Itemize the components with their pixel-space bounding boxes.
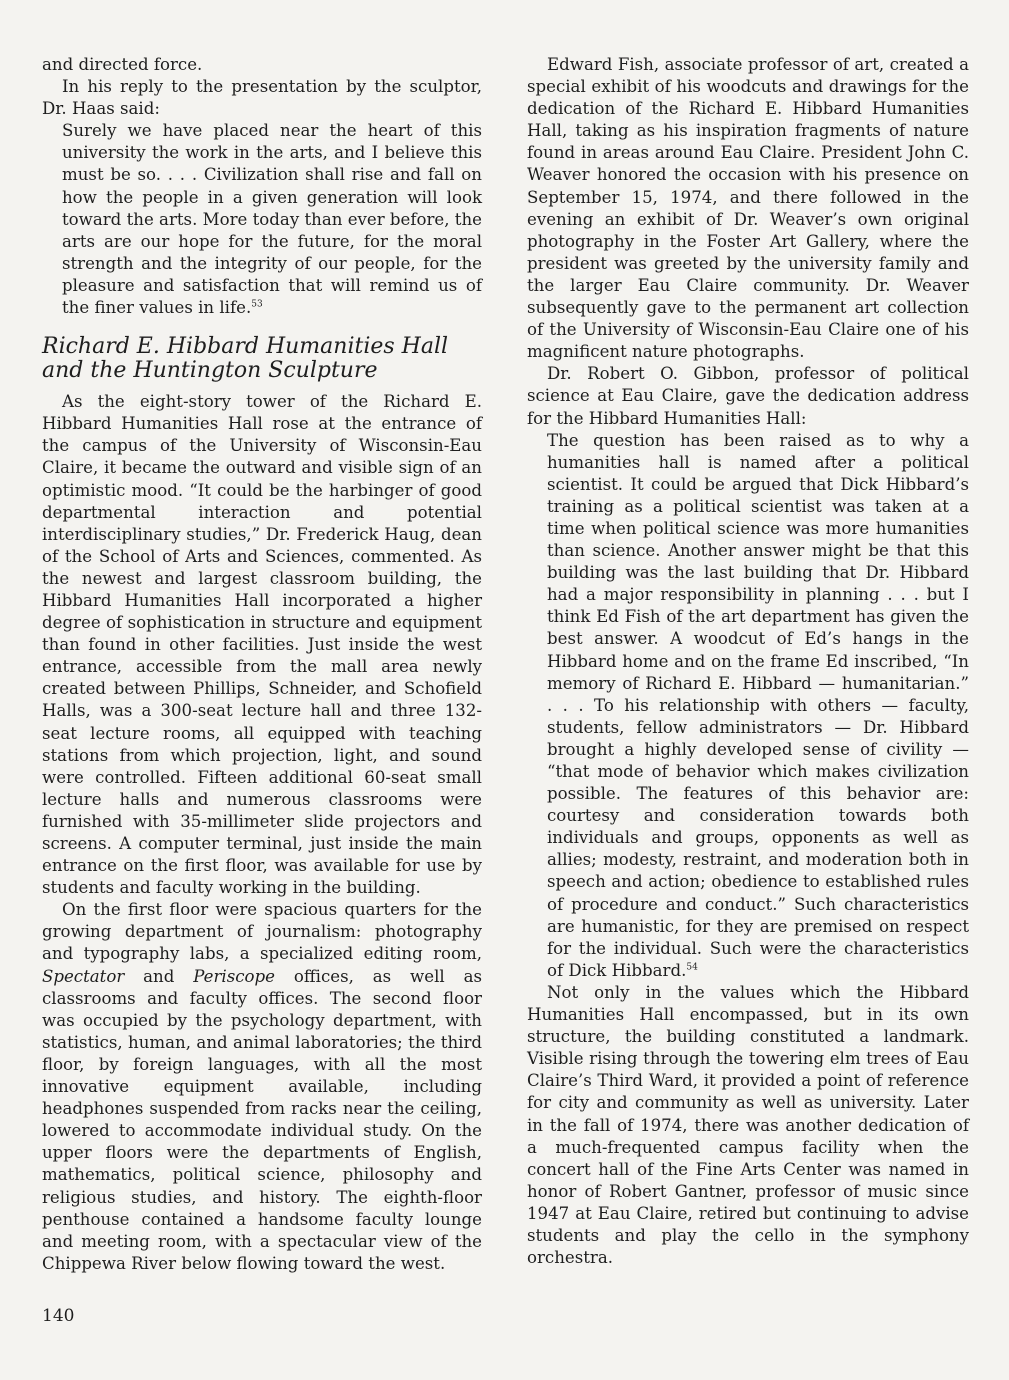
paragraph-floors-part-a: On the first floor were spacious quarters for the growing department of journalism: photography and typography labs, a specialized editing room, [42,900,482,964]
paragraph-tower: As the eight-story tower of the Richard E. Hibbard Humanities Hall rose at the entrance of the campus of the University of Wisconsin-Eau Claire, it became the outward and visible sign of an optimistic mood. “It could be the harbinger of good departmental interaction and potential interdisciplinary studies,” Dr. Frederick Haug, dean of the School of Arts and Sciences, commented. As the newest and largest classroom building, the Hibbard Humanities Hall incorporated a higher degree of sophistication in structure and equipment than found in other facilities. Just inside the west entrance, accessible from the mall area newly created between Phillips, Schneider, and Schofield Halls, was a 300-seat lecture hall and three 132-seat lecture rooms, all equipped with teaching stations from which projection, light, and sound were controlled. Fifteen additional 60-seat small lecture halls and numerous classrooms were furnished with 35-millimeter slide projectors and screens. A computer terminal, just inside the main entrance on the first floor, was available for use by students and faculty working in the building. [42,392,482,898]
block-quote-haas [42,120,482,319]
paragraph-gibbon-intro: Dr. Robert O. Gibbon, professor of political science at Eau Claire, gave the dedication address for the Hibbard Humanities Hall: [527,364,969,428]
footnote-ref-53: 53 [251,299,263,310]
section-heading-line-1: Richard E. Hibbard Humanities Hall [42,334,449,360]
quote-haas-body: Surely we have placed near the heart of this university the work in the arts, and I believe this must be so. . . . Civilization shall rise and fall on how the people in a given generation will look toward the arts. More today than ever before, the arts are our hope for the future, for the moral strength and the integrity of our people, for the pleasure and satisfaction that will remind us of the finer values in life. [62,121,482,318]
periscope-title: Periscope [193,966,275,986]
paragraph-floors [42,899,482,1275]
right-column [527,54,969,1269]
paragraph-haas-intro: In his reply to the presentation by the sculptor, Dr. Haas said: [42,77,482,119]
quote-gibbon-body: The question has been raised as to why a humanities hall is named after a political scientist. It could be argued that Dick Hibbard’s training as a political scientist was taken at a time when political science was more humanities than science. Another answer might be that this building was the last building that Dr. Hibbard had a major responsibility in planning . . . but I think Ed Fish of the art department has given the best answer. A woodcut of Ed’s hangs in the Hibbard home and on the frame Ed inscribed, “In memory of Richard E. Hibbard — humanitarian.” . . . To his relationship with others — faculty, students, fellow administrators — Dr. Hibbard brought a highly developed sense of civility — “that mode of behavior which makes civilization possible. The features of this behavior are: courtesy and consideration towards both individuals and groups, opponents as well as allies; modesty, restraint, and moderation both in speech and action; obedience to established rules of procedure and conduct.” Such characteristics are humanistic, for they are premised on respect for the individual. Such were the characteristics of Dick Hibbard. [547,430,969,980]
paragraph-landmark: Not only in the values which the Hibbard Humanities Hall encompassed, but in its own structure, the building constituted a landmark. Visible rising through the towering elm trees of Eau Claire’s Third Ward, it provided a point of reference for city and community as well as university. Later in the fall of 1974, there was another dedication of a much-frequented campus facility when the concert hall of the Fine Arts Center was named in honor of Robert Gantner, professor of music since 1947 at Eau Claire, retired but continuing to advise students and play the cello in the symphony orchestra. [527,982,969,1268]
footnote-ref-54: 54 [686,962,698,973]
quote-haas-text [62,120,482,319]
block-quote-gibbon [527,430,969,982]
spectator-title: Spectator [42,966,125,986]
paragraph-floors-and: and [143,966,175,986]
quote-gibbon-text [547,430,969,982]
left-column [42,54,482,1275]
section-heading [42,335,482,383]
section-heading-line-2: and the Huntington Sculpture [42,358,378,384]
paragraph-fish-exhibit: Edward Fish, associate professor of art, created a special exhibit of his woodcuts and drawings for the dedication of the Richard E. Hibbard Humanities Hall, taking as his inspiration fragments of nature found in areas around Eau Claire. President John C. Weaver honored the occasion with his presence on September 15, 1974, and there followed in the evening an exhibit of Dr. Weaver’s own original photography in the Foster Art Gallery, where the president was greeted by the university family and the larger Eau Claire community. Dr. Weaver subsequently gave to the permanent art collection of the University of Wisconsin-Eau Claire one of his magnificent nature photographs. [527,55,969,362]
page-number: 140 [42,1306,75,1326]
paragraph-continuation: and directed force. [42,55,203,74]
paragraph-floors-part-b: offices, as well as classrooms and faculty offices. The second floor was occupied by the psychology department, with statistics, human, and animal laboratories; the third floor, by foreign languages, with all the most innovative equipment available, including headphones suspended from racks near the ceiling, lowered to accommodate individual study. On the upper floors were the departments of English, mathematics, political science, philosophy and religious studies, and history. The eighth-floor penthouse contained a handsome faculty lounge and meeting room, with a spectacular view of the Chippewa River below flowing toward the west. [42,966,482,1273]
